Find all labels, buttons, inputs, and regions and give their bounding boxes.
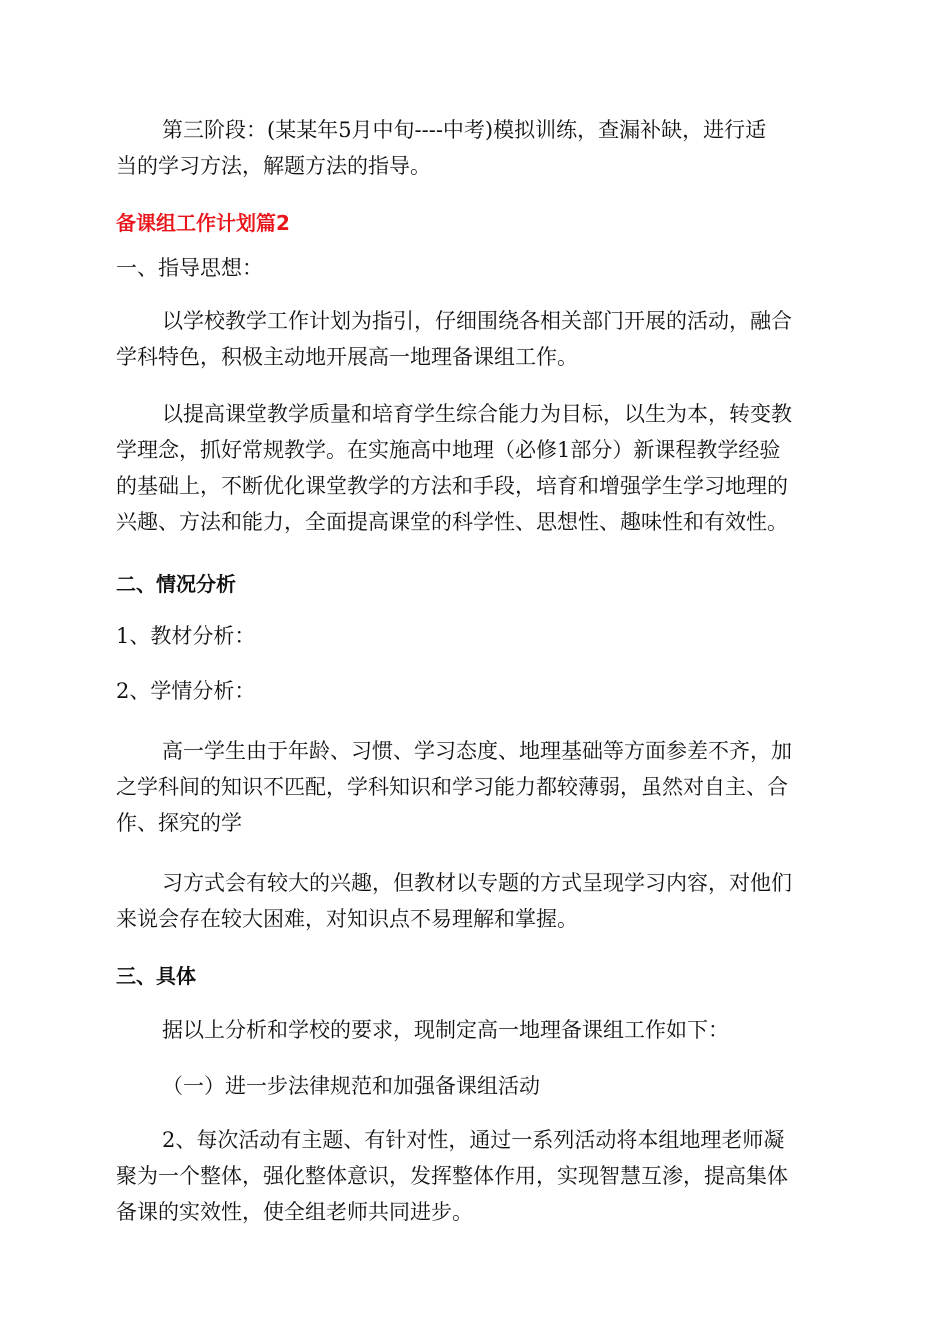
- text-line: 学理念，抓好常规教学。在实施高中地理（必修1部分）新课程教学经验: [116, 438, 781, 462]
- heading-textbook-analysis: 1、教材分析：: [116, 624, 256, 648]
- text-line: 备课的实效性，使全组老师共同进步。: [116, 1200, 473, 1224]
- text-line: 以提高课堂教学质量和培育学生综合能力为目标，以生为本，转变教: [162, 402, 792, 426]
- paragraph-2: [116, 396, 834, 540]
- heading-situation-analysis: 二、情况分析: [116, 572, 236, 596]
- text-line: 以学校教学工作计划为指引，仔细围绕各相关部门开展的活动，融合: [162, 309, 792, 333]
- text-line: 来说会存在较大困难，对知识点不易理解和掌握。: [116, 907, 578, 931]
- text-line: 当的学习方法，解题方法的指导。: [116, 154, 431, 178]
- text-line: 第三阶段：(某某年5月中旬----中考)模拟训练，查漏补缺，进行适: [162, 118, 767, 142]
- text-line: 作、探究的学: [116, 811, 242, 835]
- text-line: 兴趣、方法和能力，全面提高课堂的科学性、思想性、趣味性和有效性。: [116, 510, 788, 534]
- paragraph-7: [116, 1122, 834, 1230]
- text-line: 高一学生由于年龄、习惯、学习态度、地理基础等方面参差不齐，加: [162, 739, 792, 763]
- section-title: 备课组工作计划篇2: [116, 211, 290, 235]
- paragraph-6: [116, 1068, 834, 1104]
- text-line: 2、每次活动有主题、有针对性，通过一系列活动将本组地理老师凝: [162, 1128, 785, 1152]
- text-line: 学科特色，积极主动地开展高一地理备课组工作。: [116, 345, 578, 369]
- text-line: 聚为一个整体，强化整体意识，发挥整体作用，实现智慧互渗，提高集体: [116, 1164, 788, 1188]
- text-line: 之学科间的知识不匹配，学科知识和学习能力都较薄弱，虽然对自主、合: [116, 775, 788, 799]
- text-line: 习方式会有较大的兴趣，但教材以专题的方式呈现学习内容，对他们: [162, 871, 792, 895]
- heading-specific: 三、具体: [116, 964, 196, 988]
- text-line: 的基础上，不断优化课堂教学的方法和手段，培育和增强学生学习地理的: [116, 474, 788, 498]
- paragraph-1: [116, 303, 834, 375]
- paragraph-5: [116, 1012, 834, 1048]
- stage3-paragraph: [116, 112, 834, 184]
- text-line: 据以上分析和学校的要求，现制定高一地理备课组工作如下：: [162, 1018, 729, 1042]
- heading-student-analysis: 2、学情分析：: [116, 679, 256, 703]
- heading-guiding-thought: 一、指导思想：: [116, 256, 263, 280]
- paragraph-4: [116, 865, 834, 937]
- paragraph-3: [116, 733, 834, 841]
- text-line: （一）进一步法律规范和加强备课组活动: [162, 1074, 540, 1098]
